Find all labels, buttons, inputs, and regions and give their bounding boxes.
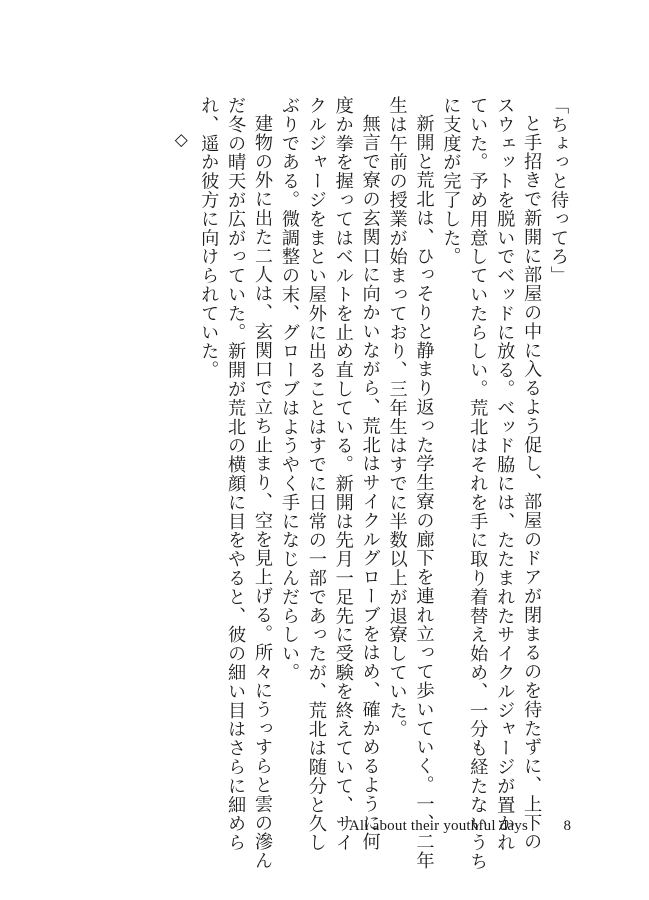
- text-line: に支度が完了した。: [440, 96, 462, 267]
- text-line: 「ちょっと待ってろ」: [548, 96, 569, 285]
- text-line: 無言で寮の玄関口に向かいながら、荒北はサイクルグローブをはめ、確かめるように何: [359, 114, 381, 852]
- text-line: スウェットを脱いでベッドに放る。ベッド脇には、たたまれたサイクルジャージが置かれ: [494, 96, 516, 852]
- page-footer: [0, 818, 649, 842]
- text-line: と手招きで新開に部屋の中に入るよう促し、部屋のドアが閉まるのを待たずに、上下の: [521, 114, 543, 852]
- text-line: ぶりである。微調整の末、グローブはようやく手になじんだらしい。: [278, 96, 300, 682]
- text-line: だ冬の晴天が広がっていた。新開が荒北の横顔に目をやると、彼の細い目はさらに細めら: [225, 96, 247, 852]
- text-line: 度か拳を握ってはベルトを止め直している。新開は先月一足先に受験を終えていて、サイ: [332, 96, 354, 852]
- text-line: ていた。予め用意していたらしい。荒北はそれを手に取り着替え始め、一分も経たないうち: [467, 96, 489, 871]
- text-line: 生は午前の授業が始まっており、三年生はすでに半数以上が退寮していた。: [386, 96, 408, 739]
- text-line: 新開と荒北は、ひっそりと静まり返った学生寮の廊下を連れ立って歩いていく。一、二年: [413, 114, 435, 871]
- text-line: 建物の外に出た二人は、玄関口で立ち止まり、空を見上げる。所々にうっすらと雲の滲ん: [252, 114, 274, 871]
- text-line: クルジャージをまとい屋外に出ることはすでに日常の一部であったが、荒北は随分と久し: [305, 96, 327, 852]
- page-number: 8: [563, 818, 571, 834]
- text-line: れ、遥か彼方に向けられていた。: [198, 96, 220, 380]
- section-break-diamond-icon: ◇: [171, 130, 192, 151]
- running-title: All about their youthful days: [348, 818, 528, 834]
